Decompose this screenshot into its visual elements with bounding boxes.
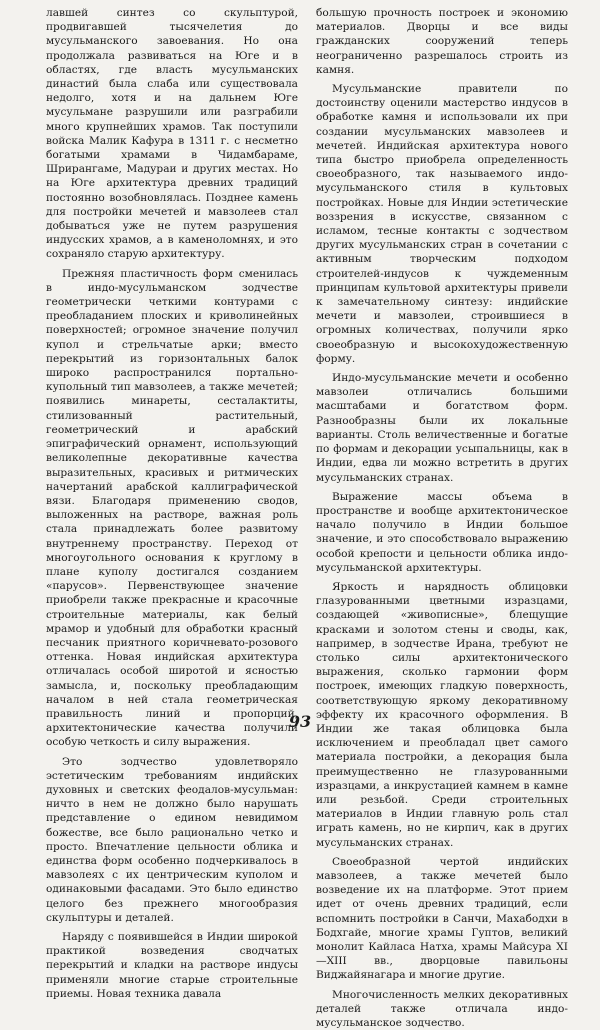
paragraph: Индо-мусульманские мечети и особенно мавзолеи отличались большими масштабами и богатством форм. Разнообразны были их локальные варианты. Столь величественные и богатые по формам и декорации усыпальницы, как в Индии, едва ли можно встретить в других мусульманских странах. bbox=[316, 372, 568, 484]
paragraph: большую прочность построек и экономию материалов. Дворцы и все виды гражданских сооружений теперь неограниченно разрешалось строить из камня. bbox=[316, 7, 568, 76]
paragraph: Прежняя пластичность форм сменилась в индо-мусульманском зодчестве геометрически четкими контурами с преобладанием плоских и криволинейных поверхностей; огромное значение получил купол и стрельчатые арки; вместо перекрытий из горизонтальных балок широко распространился портально-купольный тип мавзолеев, а также мечетей; появились минареты, сесталактиты, стилизованный растительный, геометрический и арабский эпиграфический орнамент, использующий великолепные декоративные качества выразительных, красивых и ритмических начертаний арабской каллиграфической вязи. Благодаря применению сводов, выложенных на растворе, важная роль стала принадлежать более развитому внутреннему пространству. Переход от многоугольного основания к круглому в плане куполу достигался созданием «парусов». Первенствующее значение приобрели также прекрасные и красочные строительные материалы, как белый мрамор и удобный для обработки красный песчаник приятного коричневато-розового оттенка. Новая индийская архитектура отличалась особой широтой и ясностью замысла, и, поскольку преобладающим началом в ней стала геометрическая правильность линий и пропорций, архитектонические качества получили особую четкость и силу выражения. bbox=[46, 267, 298, 749]
paragraph: Яркость и нарядность облицовки глазурованными цветными изразцами, создающей «живописные», блещущие красками и золотом стены и своды, как, например, в зодчестве Ирана, требуют не столько силы архитектонического выражения, сколько гармонии форм построек, имеющих гладкую поверхность, соответствующую яркому декоративному эффекту их красочного оформления. В Индии же такая облицовка была исключением и преобладал цвет самого материала постройки, а декорация была преимущественно не глазурованными изразцами, а инкрустацией камнем в камне или резьбой. Среди строительных материалов в Индии главную роль стал играть камень, но не кирпич, как в других мусульманских странах. bbox=[316, 580, 568, 849]
paragraph: Своеобразной чертой индийских мавзолеев, а также мечетей было возведение их на платформе. Этот прием идет от очень древних традиций, если вспомнить постройки в Санчи, Махабодхи в Бодхгайе, многие храмы Гуптов, великий монолит Кайласа Натха, храмы Майсура XI—XIII вв., дворцовые павильоны Виджайянагара и многие другие. bbox=[316, 855, 568, 982]
paragraph: Это зодчество удовлетворяло эстетическим требованиям индийских духовных и светских феодалов-мусульман: ничто в нем не должно было нарушать представление о едином невидимом божестве, все было рационально четко и просто. Впечатление цельности облика и единства форм особенно подчеркивалось в мавзолеях с их центрическим куполом и одинаковыми фасадами. Это было единство целого без прежнего многообразия скульптуры и деталей. bbox=[46, 755, 298, 924]
paragraph: Выражение массы объема в пространстве и вообще архитектоническое начало получило в Индии большое значение, и это способствовало выражению особой крепости и цельности облика индо-мусульманской архитектуры. bbox=[316, 490, 568, 574]
left-column bbox=[46, 6, 298, 1001]
paragraph: Мусульманские правители по достоинству оценили мастерство индусов в обработке камня и использовали их при создании мусульманских мавзолеев и мечетей. Индийская архитектура нового типа быстро приобрела определенность своеобразного, так называемого индо-мусульманского стиля в культовых постройках. Новые для Индии эстетические воззрения в искусстве, связанном с исламом, тесные контакты с зодчеством других мусульманских стран в сочетании с активным творческим подходом строителей-индусов к чуждеменным принципам культовой архитектуры привели к замечательному синтезу: индийские мечети и мавзолеи, строившиеся в огромных количествах, получили ярко своеобразную и высокохудожественную форму. bbox=[316, 83, 568, 365]
page-number: 93 bbox=[288, 712, 312, 731]
paragraph: Многочисленность мелких декоративных деталей также отличала индо-мусульманское зодчество. bbox=[316, 988, 568, 1030]
paragraph: Наряду с появившейся в Индии широкой практикой возведения сводчатых перекрытий и кладки на растворе индусы применяли многие старые строительные приемы. Новая техника давала bbox=[46, 931, 298, 1000]
paragraph: лавшей синтез со скульптурой, продвигавшей тысячелетия до мусульманского завоевания. Но она продолжала развиваться на Юге и в областях, где власть мусульманских династий была слаба или существовала недолго, хотя и на дальнем Юге мусульмане разрушили или разграбили много крупнейших храмов. Так поступили войска Малик Кафура в 1311 г. с несметно богатыми храмами в Чидамбараме, Шрирангаме, Мадураи и других местах. Но на Юге архитектура древних традиций постоянно возобновлялась. Позднее камень для постройки мечетей и мавзолеев стал добываться уже не путем разрушения индусских храмов, а в каменоломнях, и это сохраняло старую архитектуру. bbox=[46, 7, 298, 261]
right-column bbox=[316, 6, 568, 1030]
